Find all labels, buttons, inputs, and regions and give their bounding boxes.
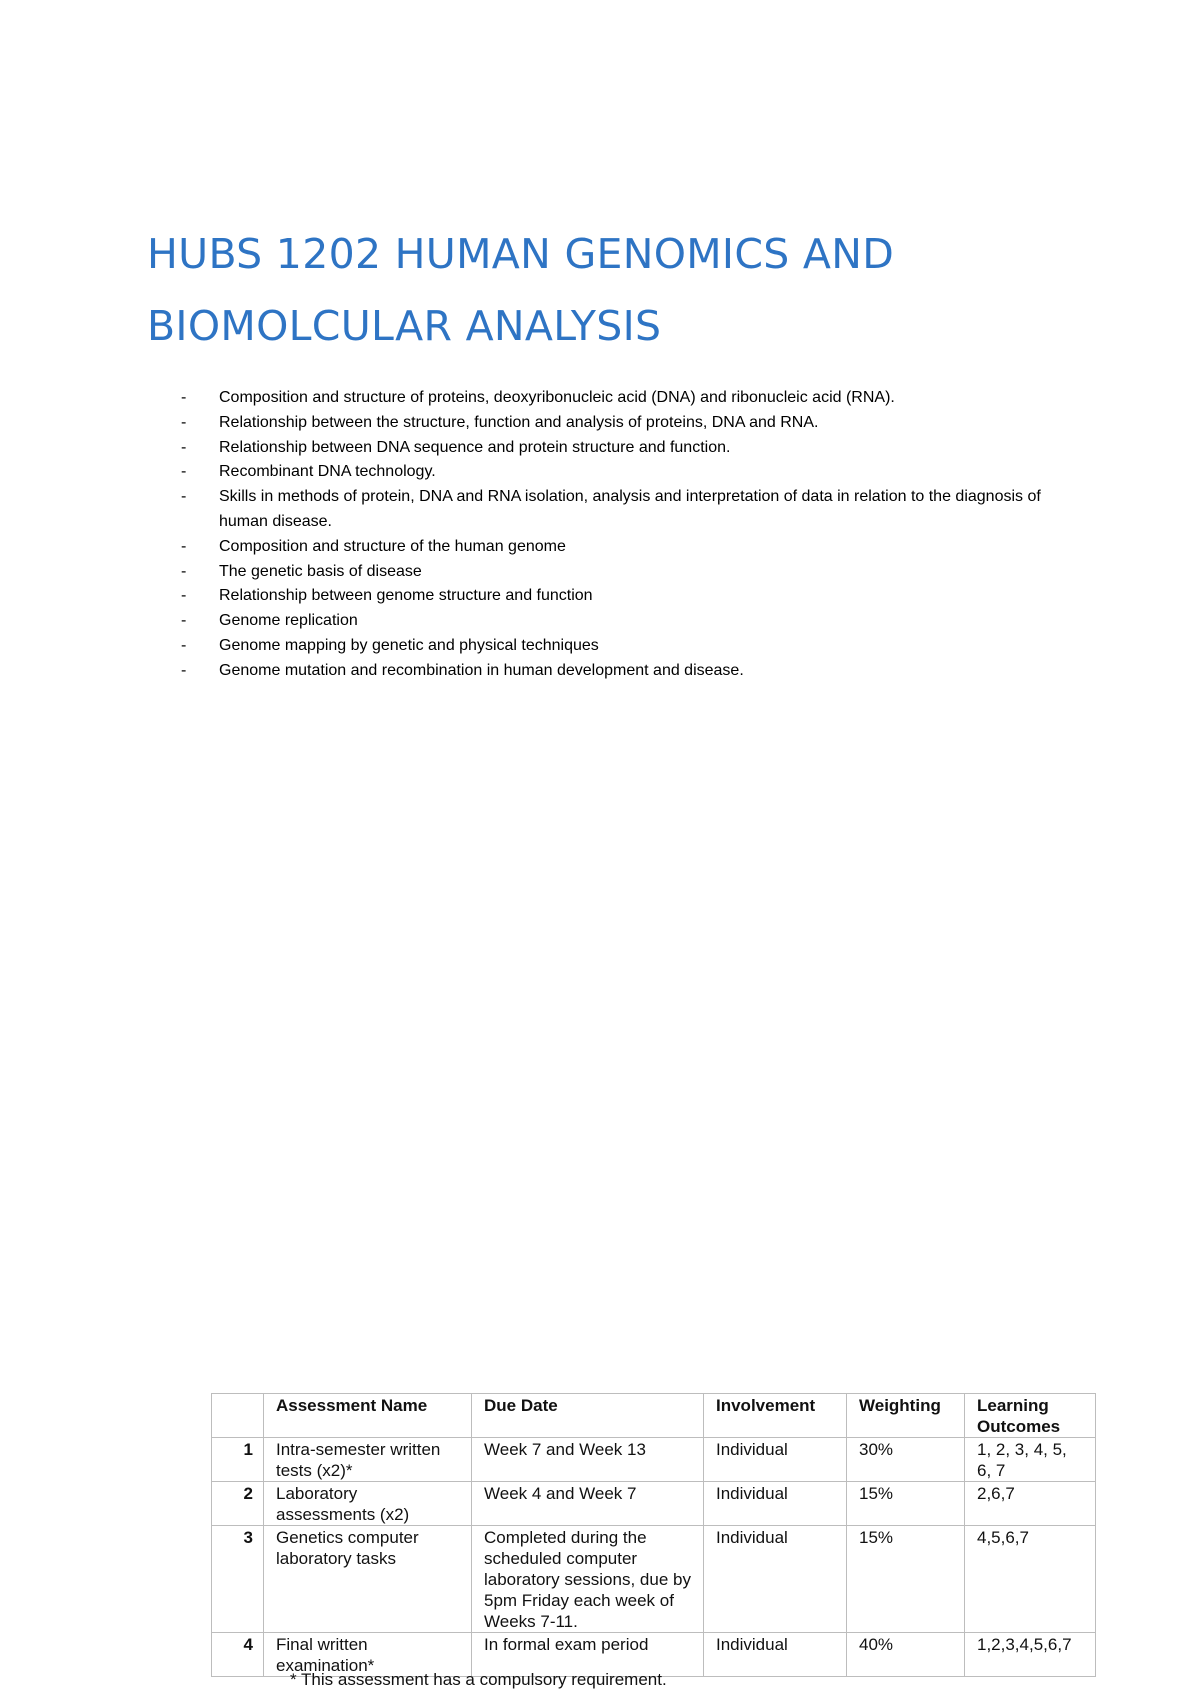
topic-item <box>178 609 1058 634</box>
cell-assessment-name: Laboratory assessments (x2) <box>264 1482 472 1526</box>
cell-number: 1 <box>212 1438 264 1482</box>
header-number <box>212 1394 264 1438</box>
bullet-dash: - <box>181 413 187 431</box>
table-header-row <box>212 1394 1096 1438</box>
title-line-1: HUBS 1202 HUMAN GENOMICS AND <box>147 230 895 278</box>
bullet-dash: - <box>181 636 187 654</box>
header-learning-outcomes: Learning Outcomes <box>965 1394 1096 1438</box>
topic-text: Relationship between the structure, function and analysis of proteins, DNA and RNA. <box>219 413 819 431</box>
cell-number: 3 <box>212 1526 264 1633</box>
bullet-dash: - <box>181 562 187 580</box>
bullet-dash: - <box>181 438 187 456</box>
topic-item <box>178 634 1058 659</box>
topic-text: Relationship between genome structure and function <box>219 587 593 605</box>
topic-text: Relationship between DNA sequence and protein structure and function. <box>219 438 731 456</box>
topic-item <box>178 386 1058 411</box>
topic-item <box>178 411 1058 436</box>
topic-item <box>178 659 1058 684</box>
topic-item <box>178 436 1058 461</box>
bullet-dash: - <box>181 587 187 605</box>
topic-text: The genetic basis of disease <box>219 562 422 580</box>
cell-involvement: Individual <box>704 1633 847 1677</box>
table-footnote: * This assessment has a compulsory requirement. <box>290 1670 667 1689</box>
assessment-section <box>211 1393 1095 1677</box>
cell-learning-outcomes: 1,2,3,4,5,6,7 <box>965 1633 1096 1677</box>
cell-weighting: 15% <box>847 1482 965 1526</box>
topic-item <box>178 485 1058 535</box>
header-weighting: Weighting <box>847 1394 965 1438</box>
topic-text: Skills in methods of protein, DNA and RNA isolation, analysis and interpretation of data in relation to the diagnosis of human disease. <box>219 488 1041 530</box>
topic-list <box>178 386 1058 684</box>
cell-weighting: 30% <box>847 1438 965 1482</box>
document-title <box>147 218 1047 362</box>
topic-item <box>178 460 1058 485</box>
cell-involvement: Individual <box>704 1438 847 1482</box>
table-row <box>212 1482 1096 1526</box>
topic-text: Genome mapping by genetic and physical techniques <box>219 636 599 654</box>
cell-due-date: Completed during the scheduled computer laboratory sessions, due by 5pm Friday each week of Weeks 7-11. <box>472 1526 704 1633</box>
bullet-dash: - <box>181 612 187 630</box>
assessment-table <box>211 1393 1096 1677</box>
topic-text: Composition and structure of proteins, deoxyribonucleic acid (DNA) and ribonucleic acid (RNA). <box>219 389 895 406</box>
cell-learning-outcomes: 1, 2, 3, 4, 5, 6, 7 <box>965 1438 1096 1482</box>
bullet-dash: - <box>181 537 187 555</box>
bullet-dash: - <box>181 463 187 481</box>
table-row <box>212 1526 1096 1633</box>
cell-due-date: Week 4 and Week 7 <box>472 1482 704 1526</box>
topic-item <box>178 584 1058 609</box>
bullet-dash: - <box>181 389 187 406</box>
bullet-dash: - <box>181 488 187 506</box>
cell-due-date: In formal exam period <box>472 1633 704 1677</box>
table-row <box>212 1438 1096 1482</box>
cell-assessment-name: Final written examination* <box>264 1633 472 1677</box>
header-involvement: Involvement <box>704 1394 847 1438</box>
cell-involvement: Individual <box>704 1482 847 1526</box>
cell-learning-outcomes: 4,5,6,7 <box>965 1526 1096 1633</box>
topic-item <box>178 560 1058 585</box>
topic-item <box>178 535 1058 560</box>
cell-due-date: Week 7 and Week 13 <box>472 1438 704 1482</box>
cell-number: 4 <box>212 1633 264 1677</box>
cell-weighting: 15% <box>847 1526 965 1633</box>
topic-text: Genome mutation and recombination in human development and disease. <box>219 661 744 679</box>
bullet-dash: - <box>181 661 187 679</box>
topic-text: Recombinant DNA technology. <box>219 463 436 481</box>
cell-number: 2 <box>212 1482 264 1526</box>
cell-assessment-name: Genetics computer laboratory tasks <box>264 1526 472 1633</box>
header-due-date: Due Date <box>472 1394 704 1438</box>
cell-involvement: Individual <box>704 1526 847 1633</box>
topic-text: Genome replication <box>219 612 358 630</box>
topic-text: Composition and structure of the human genome <box>219 537 566 555</box>
title-line-2: BIOMOLCULAR ANALYSIS <box>147 302 662 350</box>
cell-assessment-name: Intra-semester written tests (x2)* <box>264 1438 472 1482</box>
cell-learning-outcomes: 2,6,7 <box>965 1482 1096 1526</box>
header-assessment-name: Assessment Name <box>264 1394 472 1438</box>
cell-weighting: 40% <box>847 1633 965 1677</box>
